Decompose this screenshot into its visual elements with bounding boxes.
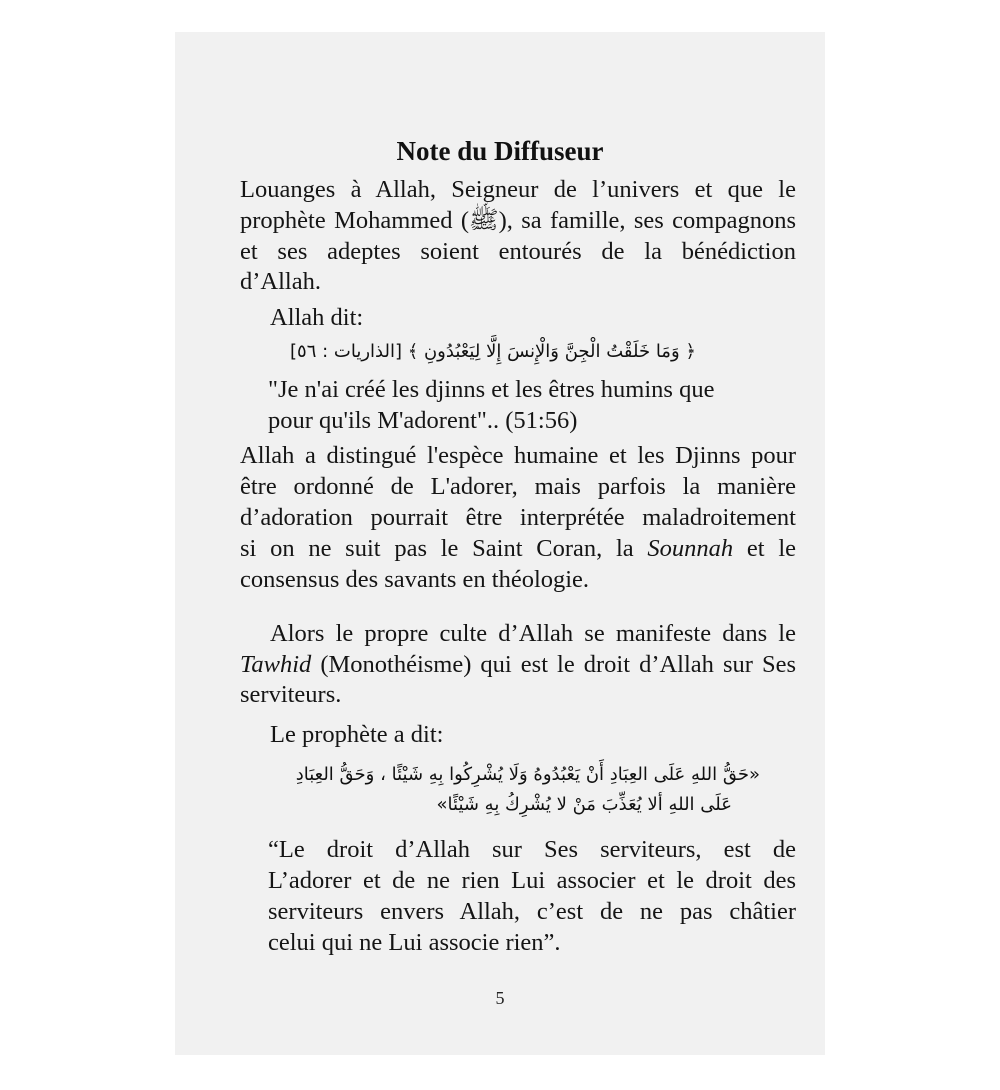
text-line: “Le droit d’Allah sur Ses serviteurs, est de: [268, 836, 796, 863]
italic-term: Sounnah: [647, 535, 734, 562]
text-line: Allah a distingué l'espèce humaine et les Djinns pour: [240, 442, 796, 469]
text-line: d’adoration pourrait être interprétée maladroitement: [240, 504, 796, 531]
text-line: Alors le propre culte d’Allah se manifeste dans le: [270, 620, 796, 647]
text-line: serviteurs envers Allah, c’est de ne pas châtier: [268, 898, 796, 925]
text-line: prophète Mohammed (ﷺ), sa famille, ses compagnons: [240, 207, 796, 234]
text-line: d’Allah.: [240, 268, 321, 295]
text-span: si on ne suit pas le Saint Coran, la: [240, 535, 634, 562]
text-span: (Monothéisme) qui est le droit d’Allah sur Ses: [320, 651, 796, 678]
text-line: consensus des savants en théologie.: [240, 566, 590, 593]
text-line: pour qu'ils M'adorent".. (51:56): [268, 407, 578, 434]
text-line: serviteurs.: [240, 681, 342, 708]
text-line: [240, 650, 796, 680]
text-line: Louanges à Allah, Seigneur de l’univers et que le: [240, 176, 796, 203]
page-number: 5: [495, 988, 505, 1008]
italic-term: Tawhid: [240, 651, 312, 678]
hadith-arabic-line: «حَقُّ اللهِ عَلَى العِبَادِ أَنْ يَعْبُدُوهُ وَلَا يُشْرِكُوا بِهِ شَيْئًا ، وَحَقُّ العِبَادِ: [295, 764, 760, 785]
text-line: et ses adeptes soient entourés de la bénédiction: [240, 238, 796, 265]
page-title: Note du Diffuseur: [396, 136, 604, 166]
allah-dit: Allah dit:: [270, 304, 364, 331]
text-line: être ordonné de L'adorer, mais parfois la manière: [240, 473, 796, 500]
text-line: L’adorer et de ne rien Lui associer et le droit des: [268, 867, 796, 894]
prophet-dit: Le prophète a dit:: [270, 721, 444, 748]
text-line: "Je n'ai créé les djinns et les êtres humins que: [268, 376, 715, 403]
quran-verse-arabic: ﴿ وَمَا خَلَقْتُ الْجِنَّ وَالْإِنسَ إِلَّا لِيَعْبُدُونِ ﴾ [الذاريات : ٥٦]: [290, 341, 696, 362]
hadith-arabic-line: عَلَى اللهِ ألا يُعَذِّبَ مَنْ لا يُشْرِكُ بِهِ شَيْئًا»: [436, 794, 732, 815]
text-line: celui qui ne Lui associe rien”.: [268, 929, 561, 956]
text-line: [240, 534, 796, 564]
text-span: et le: [746, 535, 797, 562]
